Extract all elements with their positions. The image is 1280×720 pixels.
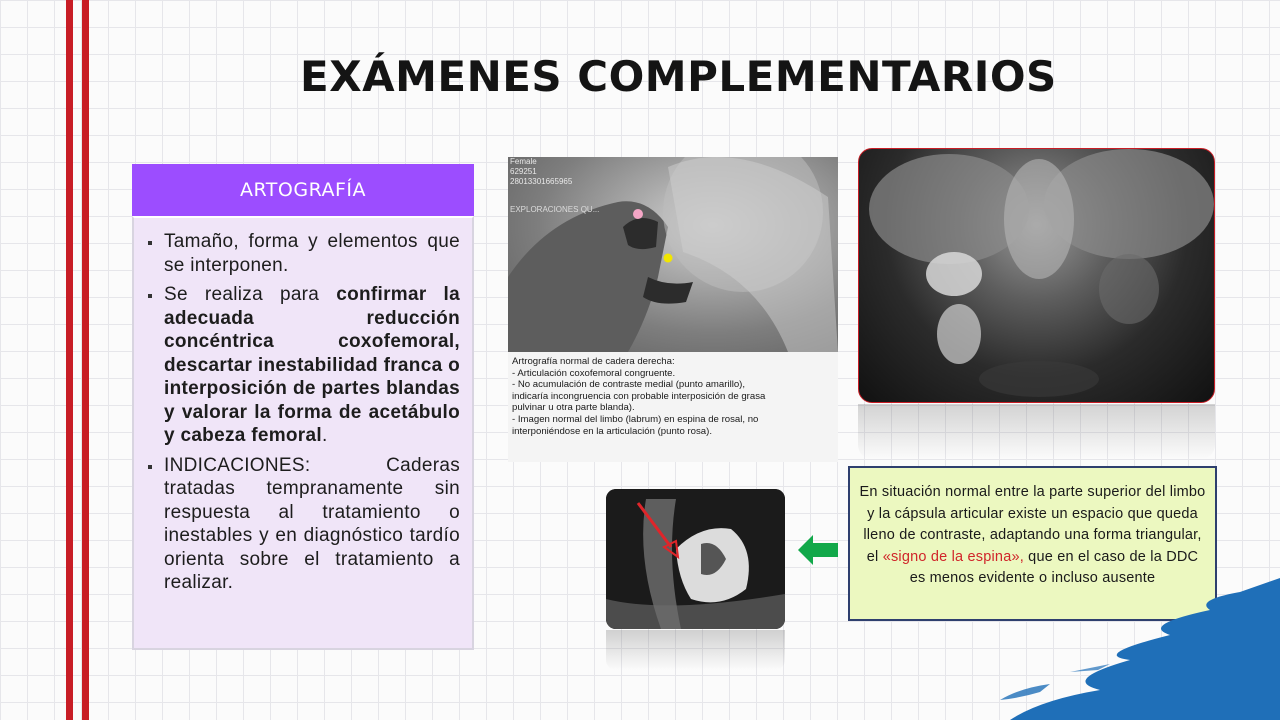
arthrography-card	[132, 164, 474, 650]
left-stripe-outer	[66, 0, 73, 720]
bullet-item	[146, 454, 460, 595]
arthrogram-image	[508, 157, 838, 352]
bullet-text: Se realiza para	[164, 284, 337, 305]
bullet-item	[146, 230, 460, 277]
pelvis-drawing	[859, 149, 1215, 403]
left-stripe-inner	[82, 0, 89, 720]
bullet-list	[146, 230, 460, 595]
arthrogram-meta	[510, 157, 572, 187]
meta-line: 28013301665965	[510, 177, 573, 186]
bullet-text: INDICACIONES: Caderas tratadas tempranamente sin respuesta al tratamiento o inestables y en diagnóstico tardío orienta sobre el tratamiento a realizar.	[164, 454, 460, 593]
caption-line: - Articulación coxofemoral congruente.	[512, 367, 676, 379]
caption-line: Artrografía normal de cadera derecha:	[512, 356, 675, 367]
pelvis-reflection	[858, 404, 1215, 459]
caption-line: - Imagen normal del limbo (labrum) en espina de rosal, no	[512, 413, 759, 425]
caption-line: indicaría incongruencia con probable interposición de grasa	[512, 390, 766, 402]
spine-sign-xray-image	[606, 489, 785, 629]
page-title: EXÁMENES COMPLEMENTARIOS	[300, 52, 1057, 101]
note-highlight: «signo de la espina»,	[882, 548, 1024, 565]
note-text: En situación normal entre la parte superior del limbo y la cápsula articular existe un espacio que queda lleno de contraste, adaptando una forma triangular, el	[859, 484, 1206, 565]
meta-line: 629251	[510, 167, 537, 176]
blue-brush-decoration	[980, 560, 1280, 720]
spine-sign-reflection	[606, 630, 785, 670]
card-header: ARTOGRAFÍA	[132, 164, 474, 216]
bullet-text: .	[321, 425, 328, 446]
bullet-item	[146, 283, 460, 448]
arthrogram-label: EXPLORACIONES QU...	[510, 205, 600, 214]
card-body	[132, 216, 474, 650]
bullet-text: Tamaño, forma y elementos que se interponen.	[164, 231, 460, 276]
bullet-text-bold: confirmar la adecuada reducción concéntrica coxofemoral, descartar inestabilidad franca o interposición de partes blandas y valorar la forma de acetábulo y cabeza femoral	[164, 284, 461, 446]
arthrogram-caption	[508, 352, 838, 462]
left-arrow-icon	[798, 533, 838, 567]
caption-line: - No acumulación de contraste medial (punto amarillo),	[512, 379, 746, 391]
caption-line: interponiéndose en la articulación (punto rosa).	[512, 425, 712, 437]
caption-line: pulvinar u otra parte blanda).	[512, 402, 635, 414]
note-text: que en el caso de la DDC es menos evidente o incluso ausente	[909, 548, 1199, 586]
spine-sign-drawing	[606, 489, 785, 629]
meta-line: Female	[510, 157, 537, 166]
pelvis-xray-image	[858, 148, 1215, 403]
